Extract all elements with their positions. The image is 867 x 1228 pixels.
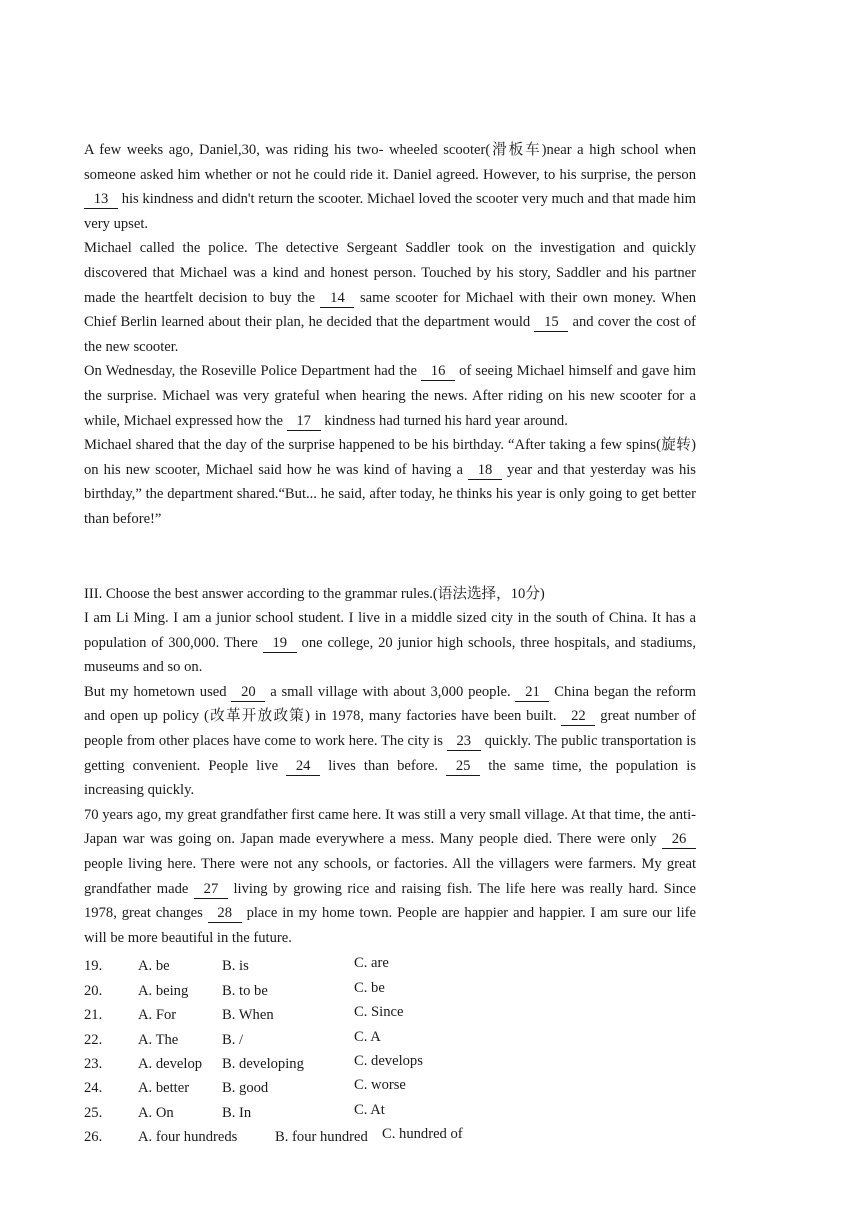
grammar-paragraph: But my hometown used 20 a small village with about 3,000 people. 21 China began the reform and open up policy (改革开放政策) in 1978, many factories have been built. 22 great number of people from other places have come to work here. The city is 23 quickly. The public transportation is getting convenient. People live 24 lives than before. 25 the same time, the population is increasing quickly. <box>84 683 697 799</box>
option-b: B. four hundred <box>275 1129 368 1146</box>
question-number: 20. <box>84 982 103 999</box>
grammar-paragraph: I am Li Ming. I am a junior school student. I live in a middle sized city in the south of China. It has a population of 300,000. There 19 one college, 20 junior high schools, three hospitals, and stadiums, museums and so on. <box>84 610 697 676</box>
option-b: B. When <box>222 1007 274 1024</box>
option-a: A. be <box>138 958 170 975</box>
passage-paragraph: Michael called the police. The detective Sergeant Saddler took on the investigation and quickly discovered that Michael was a kind and honest person. Touched by his story, Saddler and his partner made the heartfelt decision to buy the 14 same scooter for Michael with their own money. When Chief Berlin learned about their plan, he decided that the department would 15 and cover the cost of the new scooter. <box>84 240 696 355</box>
option-c: C. At <box>354 1101 385 1118</box>
grammar-paragraph: 70 years ago, my great grandfather first came here. It was still a very small village. At that time, the anti-Japan war was going on. Japan made everywhere a mess. Many people died. There were only 26 people living here. There were not any schools, or factories. All the villagers were farmers. My great grandfather made 27 living by growing rice and raising fish. The life here was really hard. Since 1978, great changes 28 place in my home town. People are happier and happier. I am sure our life will be more beautiful in the future. <box>84 806 696 946</box>
question-number: 19. <box>84 958 103 975</box>
passage-paragraph: Michael shared that the day of the surprise happened to be his birthday. “After taking a few spins(旋转) on his new scooter, Michael said how he was kind of having a 18 year and that yesterday was his birthday,” the department shared.“But... he said, after today, he thinks his year is only going to get better than before!” <box>84 437 696 527</box>
blank-14: 14 <box>320 289 354 308</box>
question-number: 26. <box>84 1129 103 1146</box>
blank-27: 27 <box>194 880 228 899</box>
question-number: 25. <box>84 1104 103 1121</box>
option-a: A. better <box>138 1080 190 1097</box>
blank-13: 13 <box>84 190 118 209</box>
option-c: C. hundred of <box>382 1126 463 1143</box>
option-b: B. developing <box>222 1056 304 1073</box>
passage-paragraph: A few weeks ago, Daniel,30, was riding his two- wheeled scooter(滑板车)near a high school when someone asked him whether or not he could ride it. Daniel agreed. However, to his surprise, the person 13 his kindness and didn't return the scooter. Michael loved the scooter very much and that made him very upset. <box>84 142 696 232</box>
passage-paragraph: On Wednesday, the Roseville Police Department had the 16 of seeing Michael himself and gave him the surprise. Michael was very grateful when hearing the news. After riding on his new scooter for a while, Michael expressed how the 17 kindness had turned his hard year around. <box>84 363 696 429</box>
blank-16: 16 <box>421 362 455 381</box>
option-row-26 <box>84 1125 696 1149</box>
answer-options <box>84 954 696 1149</box>
blank-24: 24 <box>286 757 320 776</box>
option-c: C. worse <box>354 1077 406 1094</box>
blank-22: 22 <box>561 707 595 726</box>
section-gap <box>84 532 696 582</box>
option-a: A. The <box>138 1031 179 1048</box>
blank-25: 25 <box>446 757 480 776</box>
option-c: C. develops <box>354 1053 423 1070</box>
option-c: C. be <box>354 979 385 996</box>
option-c: C. A <box>354 1028 381 1045</box>
blank-17: 17 <box>287 412 321 431</box>
option-c: C. are <box>354 955 389 972</box>
option-a: A. develop <box>138 1056 203 1073</box>
blank-15: 15 <box>534 313 568 332</box>
option-b: B. is <box>222 958 249 975</box>
blank-26: 26 <box>662 830 696 849</box>
question-number: 23. <box>84 1056 103 1073</box>
option-b: B. In <box>222 1104 252 1121</box>
question-number: 22. <box>84 1031 103 1048</box>
option-a: A. On <box>138 1104 174 1121</box>
option-a: A. four hundreds <box>138 1129 238 1146</box>
option-a: A. being <box>138 982 189 999</box>
option-b: B. good <box>222 1080 269 1097</box>
option-b: B. / <box>222 1031 244 1048</box>
blank-23: 23 <box>447 732 481 751</box>
blank-19: 19 <box>263 634 297 653</box>
blank-18: 18 <box>468 461 502 480</box>
blank-21: 21 <box>515 683 549 702</box>
question-number: 24. <box>84 1080 103 1097</box>
section-heading: III. Choose the best answer according to the grammar rules.(语法选择，10分) <box>84 585 545 602</box>
option-a: A. For <box>138 1007 177 1024</box>
blank-20: 20 <box>231 683 265 702</box>
option-b: B. to be <box>222 982 268 999</box>
blank-28: 28 <box>208 904 242 923</box>
question-number: 21. <box>84 1007 103 1024</box>
exam-sheet <box>84 138 696 1150</box>
option-c: C. Since <box>354 1004 404 1021</box>
